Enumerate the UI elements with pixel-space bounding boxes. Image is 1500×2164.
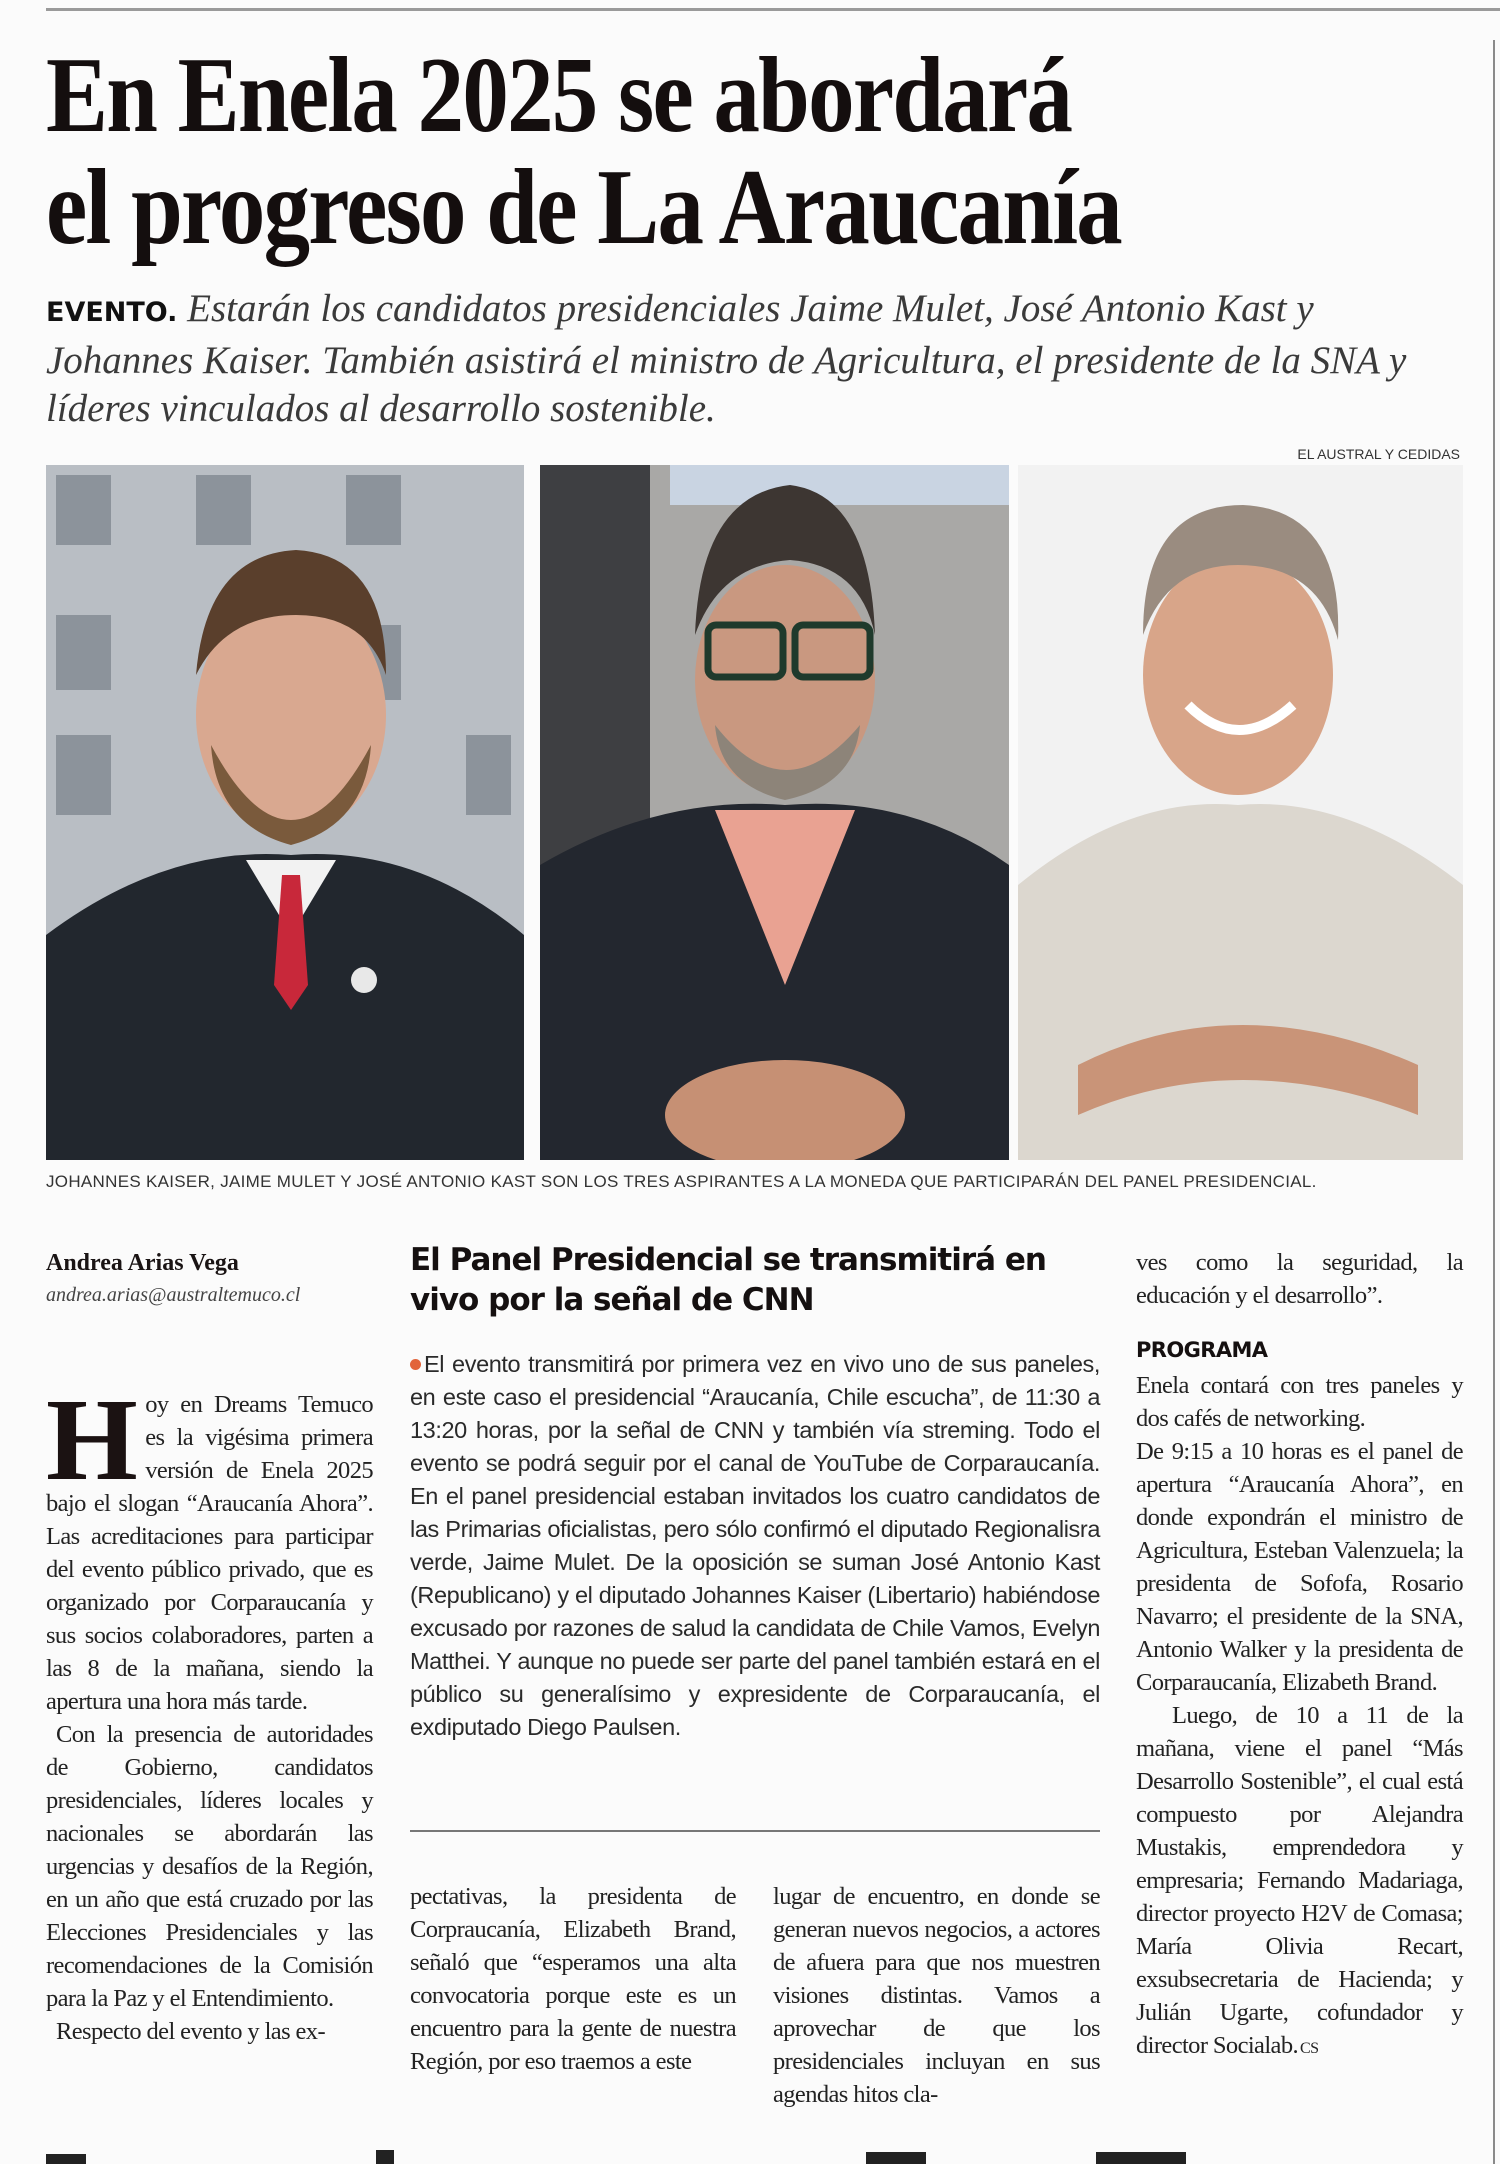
deck-text: Estarán los candidatos presidenciales Jaime Mulet, José Antonio Kast y Johannes Kaiser. También asistirá el ministro de Agricultura, el presidente de la SNA y líderes vinculados al desarrollo sostenible. (46, 287, 1407, 430)
author-name: Andrea Arias Vega (46, 1250, 239, 1276)
end-mark-icon: CS (1300, 2040, 1319, 2057)
drop-cap: H (46, 1374, 138, 1505)
bullet-icon (410, 1359, 421, 1370)
paragraph: Con la presencia de autoridades de Gobierno, candidatos presidenciales, líderes locales y nacionales se abordarán las urgencias y desafíos de la Región, en un año que está cruzado por las Elecciones Presidenciales y las recomendaciones de la Comisión para la Paz y el Entendimiento. (46, 1721, 373, 2012)
box-text (410, 1348, 1100, 1744)
box-subheading: El Panel Presidencial se transmitirá en vivo por la señal de CNN (410, 1242, 1046, 1318)
box-paragraph: El evento transmitirá por primera vez en vivo uno de sus paneles, en este caso el presidencial “Araucanía, Chile escucha”, de 11:30 a 13:20 horas, por la señal de CNN y también vía streming. Todo el evento se podrá seguir por el canal de YouTube de Corparaucanía. En el panel presidencial estaban invitados los cuatro candidatos de las Primarias oficialistas, pero sólo confirmó el diputado Regionalisra verde, Jaime Mulet. De la oposición se suman José Antonio Kast (Republicano) y el diputado Johannes Kaiser (Libertario) habiéndose excusado por razones de salud la candidata de Chile Vamos, Evelyn Matthei. Y aunque no puede ser parte del panel también estará en el público su generalísimo y expresidente de Corparaucanía, el exdiputado Diego Paulsen. (410, 1351, 1100, 1740)
headline-line-1: En Enela 2025 se abordará (46, 36, 1072, 155)
deck (46, 285, 1466, 433)
paragraph: oy en Dreams Temuco es la vigésima primera versión de Enela 2025 bajo el slogan “Araucanía Ahora”. Las acreditaciones para participar del evento público privado, que es organizado por Corparaucanía y sus socios colaboradores, parten a las 8 de la mañana, siendo la apertura una hora más tarde. (46, 1391, 373, 1715)
paragraph: Respecto del evento y las ex- (56, 2018, 326, 2045)
headline-line-2: el progreso de La Araucanía (46, 148, 1122, 267)
photo-credit: EL AUSTRAL Y CEDIDAS (1297, 446, 1460, 462)
body-column-4 (1136, 1246, 1463, 2065)
body-column-3 (773, 1880, 1100, 2111)
photo-jose-antonio-kast (1018, 465, 1463, 1160)
headline (46, 36, 1496, 267)
paragraph: pectativas, la presidenta de Corpraucanía, Elizabeth Brand, señaló que “esperamos una alta convocatoria porque este es un encuentro para la gente de nuestra Región, por eso traemos a este (410, 1883, 736, 2075)
photo-jaime-mulet (540, 465, 1009, 1160)
author-email[interactable]: andrea.arias@australtemuco.cl (46, 1284, 301, 1306)
paragraph: Luego, de 10 a 11 de la mañana, viene el panel “Más Desarrollo Sostenible”, el cual está compuesto por Alejandra Mustakis, emprendedora y empresaria; Fernando Madariaga, director proyecto H2V de Comasa; María Olivia Recart, exsubsecretaria de Hacienda; y Julián Ugarte, cofundador y director Socialab. (1136, 1702, 1463, 2059)
photo-caption: JOHANNES KAISER, JAIME MULET Y JOSÉ ANTONIO KAST SON LOS TRES ASPIRANTES A LA MONEDA QUE PARTICIPARÁN DEL PANEL PRESIDENCIAL. (46, 1172, 1317, 1191)
column-rule (1493, 40, 1495, 2164)
section-heading-programa: PROGRAMA (1136, 1338, 1268, 1362)
top-rule (46, 8, 1500, 11)
photo-johannes-kaiser (46, 465, 524, 1160)
box-divider (410, 1830, 1100, 1832)
next-article-fragment (46, 2148, 1466, 2164)
body-column-2 (410, 1880, 736, 2078)
deck-kicker: EVENTO. (46, 297, 178, 328)
paragraph: lugar de encuentro, en donde se generan nuevos negocios, a actores de afuera para que nos muestren visiones distintas. Vamos a aprovechar de que los presidenciales incluyan en sus agendas hitos cla- (773, 1883, 1100, 2108)
paragraph: De 9:15 a 10 horas es el panel de apertura “Araucanía Ahora”, en donde expondrán el ministro de Agricultura, Esteban Valenzuela; la presidenta de Sofofa, Rosario Navarro; el presidente de la SNA, Antonio Walker y la presidenta de Corparaucanía, Elizabeth Brand. (1136, 1438, 1463, 1696)
paragraph: ves como la seguridad, la educación y el desarrollo”. (1136, 1249, 1463, 1309)
paragraph: Enela contará con tres paneles y dos cafés de networking. (1136, 1372, 1463, 1432)
body-column-1 (46, 1374, 373, 2048)
